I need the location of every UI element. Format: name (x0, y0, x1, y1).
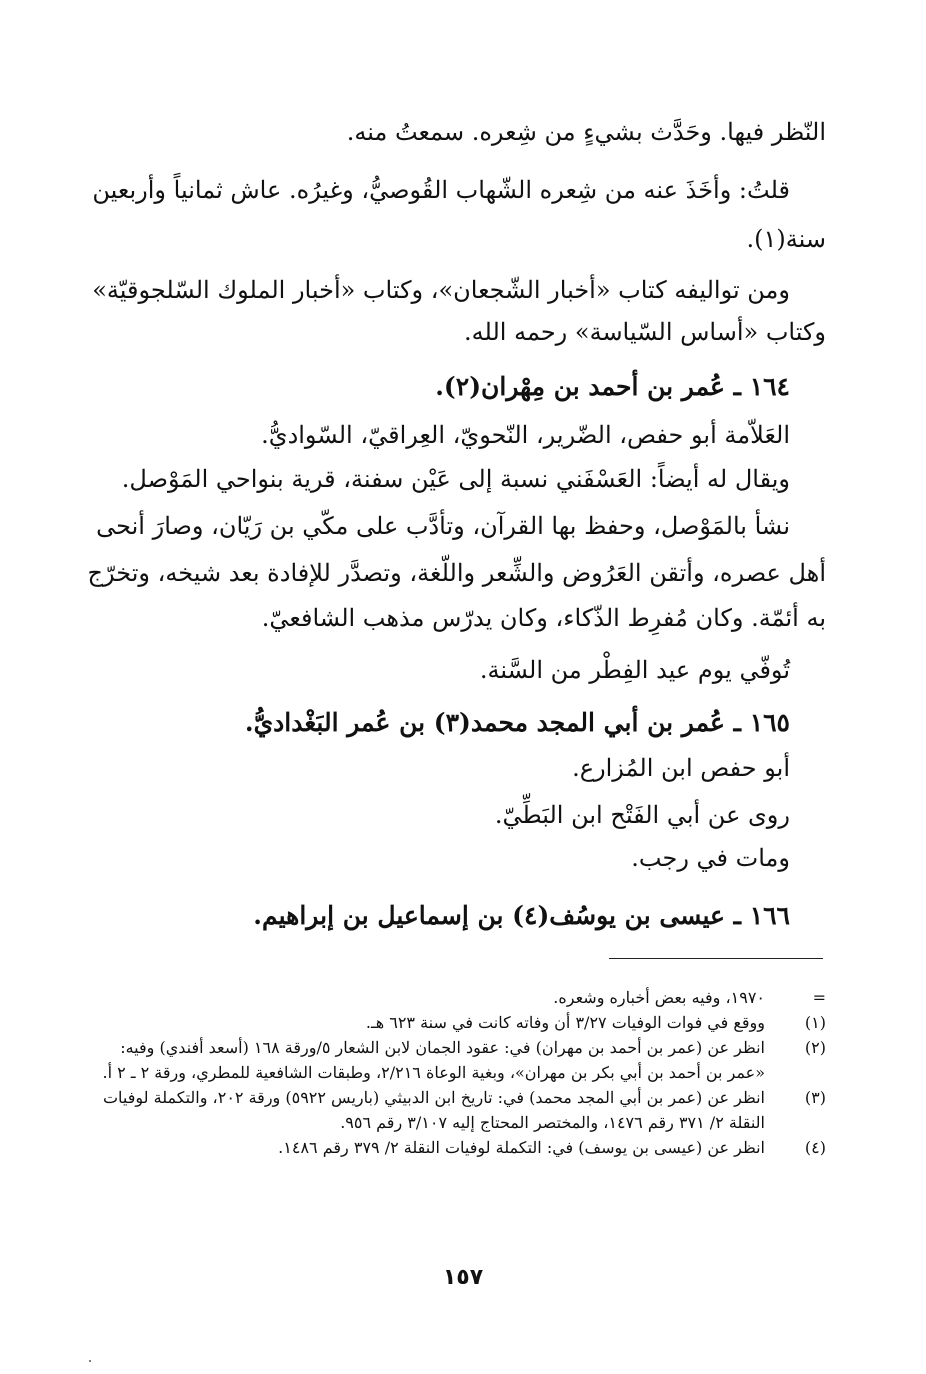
footnote-3 (100, 1085, 826, 1135)
footnote-marker: (٣) (804, 1088, 826, 1107)
entry-164-title: ١٦٤ ـ عُمر بن أحمد بن مِهْران(٢). (435, 372, 790, 401)
entry-165-line-2: روى عن أبي الفَتْح ابن البَطِّيّ. (494, 801, 790, 829)
footnote-separator (609, 958, 823, 959)
footnote-text: انظر عن (عيسى بن يوسف) في: التكملة لوفيات النقلة ٢/ ٣٧٩ رقم ١٤٨٦. (278, 1138, 765, 1157)
footnote-2 (100, 1035, 826, 1085)
entry-164-line-2: ويقال له أيضاً: العَسْفَني نسبة إلى عَيْن سفنة، قرية بنواحي المَوْصل. (121, 465, 790, 493)
entry-164-line-4: أهل عصره، وأتقن العَرُوض والشِّعر واللّغة، وتصدَّر للإفادة بعد شيخه، وتخرّج (87, 559, 826, 587)
body-line-2: قلتُ: وأخَذَ عنه من شِعره الشّهاب القُوصيُّ، وغيرُه. عاش ثمانياً وأربعين (92, 176, 790, 204)
footnote-marker: (٢) (804, 1038, 826, 1057)
entry-165-line-3: ومات في رجب. (631, 844, 790, 872)
page-number: ١٥٧ (442, 1265, 484, 1290)
footnote-continuation (100, 985, 826, 1010)
footnote-4 (100, 1135, 826, 1160)
entry-166-title: ١٦٦ ـ عيسى بن يوسُف(٤) بن إسماعيل بن إبراهيم. (253, 901, 790, 930)
footnote-marker: = (812, 988, 826, 1007)
body-line-4: ومن تواليفه كتاب «أخبار الشّجعان»، وكتاب «أخبار الملوك السّلجوقيّة» (92, 276, 790, 304)
footnote-marker: (١) (804, 1013, 826, 1032)
entry-165-title: ١٦٥ ـ عُمر بن أبي المجد محمد(٣) بن عُمر البَغْداديُّ. (244, 708, 790, 737)
footnotes (100, 985, 826, 1160)
entry-164-line-6: تُوفّي يوم عيد الفِطْر من السَّنة. (479, 656, 790, 684)
footnote-text: ووقع في فوات الوفيات ٣/٢٧ أن وفاته كانت في سنة ٦٢٣ هـ. (365, 1013, 765, 1032)
entry-164-line-1: العَلاّمة أبو حفص، الضّرير، النّحويّ، العِراقيّ، السّواديُّ. (261, 421, 790, 449)
footnote-text: ١٩٧٠، وفيه بعض أخباره وشعره. (553, 988, 765, 1007)
body-line-1: النّظر فيها. وحَدَّث بشيءٍ من شِعره. سمعتُ منه. (346, 118, 826, 146)
footnote-1 (100, 1010, 826, 1035)
footnote-text: انظر عن (عمر بن أحمد بن مهران) في: عقود الجمان لابن الشعار ٥/ورقة ١٦٨ (أسعد أفندي) وفيه: «عمر بن أحمد بن أبي بكر بن مهران»، وبغية الوعاة ٢/٢١٦، وطبقات الشافعية للمطري، ورقة ٢ ـ ٢ أ. (102, 1038, 765, 1082)
entry-164-line-3: نشأ بالمَوْصل، وحفظ بها القرآن، وتأدَّب على مكّي بن رَيّان، وصارَ أنحى (96, 512, 790, 540)
footnote-text: انظر عن (عمر بن أبي المجد محمد) في: تاريخ ابن الدبيثي (باريس ٥٩٢٢) ورقة ٢٠٢، والتكملة لوفيات النقلة ٢/ ٣٧١ رقم ١٤٧٦، والمختصر المحتاج إليه ٣/١٠٧ رقم ٩٥٦. (102, 1088, 765, 1132)
body-line-5: وكتاب «أساس السّياسة» رحمه الله. (464, 318, 826, 346)
scan-mark (89, 1360, 91, 1362)
entry-164-line-5: به أئمّة. وكان مُفرِط الذّكاء، وكان يدرّس مذهب الشافعيّ. (261, 604, 826, 632)
entry-165-line-1: أبو حفص ابن المُزارع. (572, 754, 790, 782)
footnote-marker: (٤) (804, 1138, 826, 1157)
body-line-3: سنة(١). (746, 225, 826, 253)
